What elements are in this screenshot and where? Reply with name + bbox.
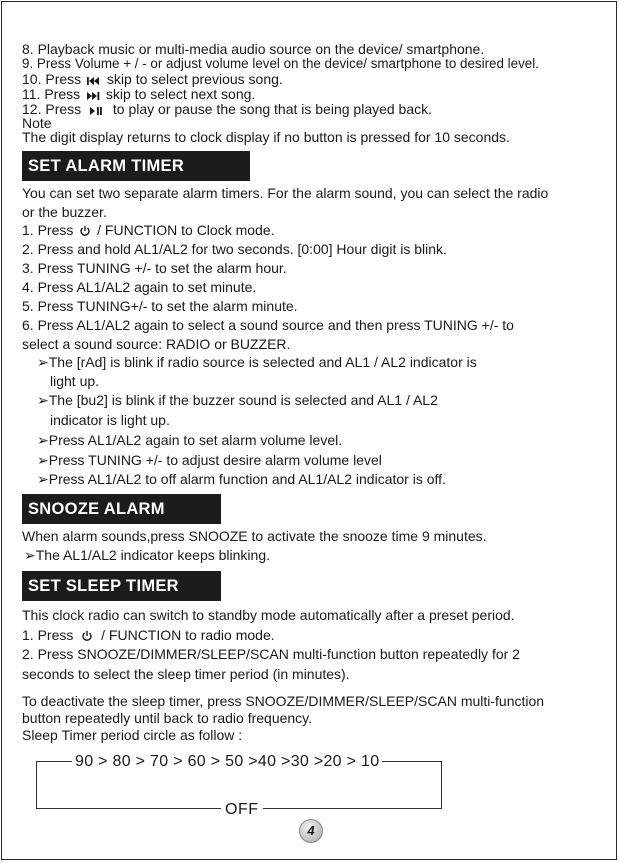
power-icon (79, 225, 91, 237)
step-12-suffix: to play or pause the song that is being played back. (112, 101, 433, 117)
step-12 (22, 100, 432, 118)
snooze-text: When alarm sounds,press SNOOZE to activate the snooze time 9 minutes. (22, 528, 487, 544)
page-number: 4 (299, 819, 323, 843)
alarm-step-1-prefix: 1. Press (22, 222, 74, 238)
alarm-bullet-2b: indicator is light up. (50, 412, 170, 428)
alarm-intro-1: You can set two separate alarm timers. For the alarm sound, you can select the radio (22, 185, 549, 201)
note-text: The digit display returns to clock display if no button is pressed for 10 seconds. (22, 129, 510, 145)
snooze-bullet: ➢The AL1/AL2 indicator keeps blinking. (24, 547, 270, 563)
sleep-intro: This clock radio can switch to standby mode automatically after a preset period. (22, 607, 515, 623)
alarm-bullet-1b: light up. (50, 373, 100, 389)
alarm-bullet-1a: ➢The [rAd] is blink if radio source is selected and AL1 / AL2 indicator is (37, 354, 477, 370)
power-icon (81, 630, 93, 642)
sleep-deactivate-3: Sleep Timer period circle as follow : (22, 727, 243, 743)
sleep-cycle-off: OFF (221, 800, 263, 820)
alarm-bullet-4: ➢Press TUNING +/- to adjust desire alarm volume level (37, 452, 382, 468)
sleep-cycle-sequence: 90 > 80 > 70 > 60 > 50 >40 >30 >20 > 10 (72, 752, 382, 772)
alarm-step-6a: 6. Press AL1/AL2 again to select a sound source and then press TUNING +/- to (22, 317, 514, 333)
alarm-step-3: 3. Press TUNING +/- to set the alarm hour. (22, 260, 287, 276)
sleep-step-2a: 2. Press SNOOZE/DIMMER/SLEEP/SCAN multi-function button repeatedly for 2 (22, 646, 520, 662)
alarm-step-1-suffix: / FUNCTION to Clock mode. (97, 222, 275, 238)
alarm-step-6b: select a sound source: RADIO or BUZZER. (22, 336, 291, 352)
step-11-prefix: 11. Press (22, 86, 81, 102)
alarm-bullet-5: ➢Press AL1/AL2 to off alarm function and AL1/AL2 indicator is off. (37, 471, 446, 487)
alarm-intro-2: or the buzzer. (22, 204, 107, 220)
alarm-bullet-2a: ➢The [bu2] is blink if the buzzer sound is selected and AL1 / AL2 (37, 392, 438, 408)
sleep-deactivate-1: To deactivate the sleep timer, press SNOOZE/DIMMER/SLEEP/SCAN multi-function (22, 693, 545, 709)
step-10-suffix: skip to select previous song. (106, 71, 283, 87)
play-pause-icon (89, 106, 103, 116)
step-9: 9. Press Volume + / - or adjust volume level on the device/ smartphone to desired level. (22, 56, 539, 71)
step-8: 8. Playback music or multi-media audio source on the device/ smartphone. (22, 41, 485, 57)
alarm-step-2: 2. Press and hold AL1/AL2 for two seconds. [0:00] Hour digit is blink. (22, 241, 447, 257)
sleep-step-2b: seconds to select the sleep timer period (in minutes). (22, 666, 350, 682)
snooze-heading: SNOOZE ALARM (22, 494, 221, 524)
step-12-prefix: 12. Press (22, 101, 82, 117)
sleep-step-1-prefix: 1. Press (22, 627, 74, 643)
sleep-step-1-suffix: / FUNCTION to radio mode. (101, 627, 275, 643)
sleep-step-1 (22, 626, 275, 644)
alarm-step-1 (22, 221, 275, 239)
step-11-suffix: skip to select next song. (105, 86, 256, 102)
note-label: Note (22, 115, 52, 131)
sleep-deactivate-2: button repeatedly until back to radio frequency. (22, 710, 313, 726)
alarm-step-5: 5. Press TUNING+/- to set the alarm minute. (22, 298, 298, 314)
alarm-bullet-3: ➢Press AL1/AL2 again to set alarm volume level. (37, 432, 343, 448)
sleep-heading: SET SLEEP TIMER (22, 571, 221, 601)
alarm-heading: SET ALARM TIMER (22, 151, 250, 181)
alarm-step-4: 4. Press AL1/AL2 again to set minute. (22, 279, 257, 295)
step-10-prefix: 10. Press (22, 71, 82, 87)
